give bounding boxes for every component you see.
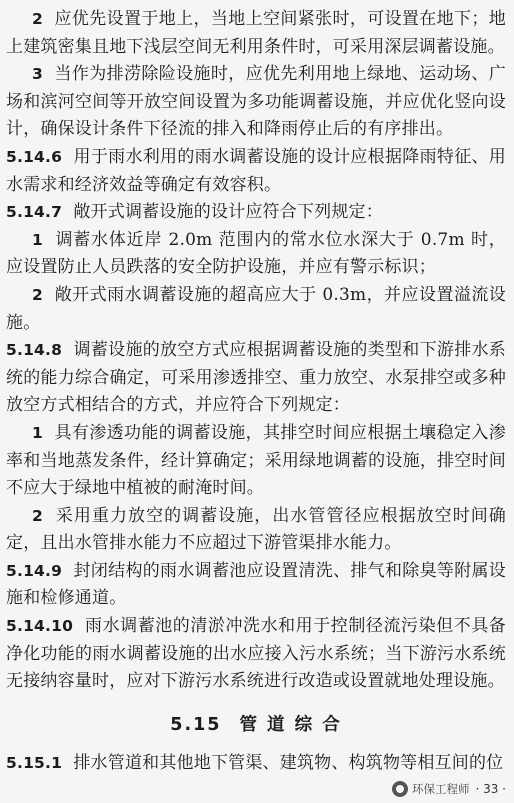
clause-5-14-5-item-3 — [6, 61, 506, 144]
clause-5-14-7 — [6, 199, 506, 227]
item-number: 1 — [32, 230, 43, 249]
document-page — [6, 6, 506, 777]
clause-text: 封闭结构的雨水调蓄池应设置清洗、排气和除臭等附属设施和检修通道。 — [6, 560, 506, 609]
clause-5-14-5-item-2 — [6, 6, 506, 61]
clause-5-14-7-item-2 — [6, 282, 506, 337]
clause-number: 5.14.9 — [6, 561, 63, 580]
clause-5-14-8 — [6, 337, 506, 420]
clause-5-15-1 — [6, 750, 506, 778]
clause-text: 当作为排涝除险设施时，应优先利用地上绿地、运动场、广场和滨河空间等开放空间设置为多功能调蓄设施，并应优化竖向设计，确保设计条件下径流的排入和降雨停止后的有序排出。 — [6, 64, 506, 140]
clause-text: 排水管道和其他地下管渠、建筑物、构筑物等相互间的位 — [73, 752, 504, 773]
page-footer — [392, 781, 506, 797]
clause-text: 用于雨水利用的雨水调蓄设施的设计应根据降雨特征、用水需求和经济效益等确定有效容积。 — [6, 146, 506, 195]
clause-5-14-7-item-1 — [6, 227, 506, 282]
clause-number: 5.14.7 — [6, 203, 63, 222]
clause-5-14-8-item-1 — [6, 420, 506, 503]
section-heading — [6, 712, 506, 738]
clause-5-14-6 — [6, 144, 506, 199]
clause-text: 采用重力放空的调蓄设施，出水管管径应根据放空时间确定，且出水管排水能力不应超过下游管渠排水能力。 — [6, 505, 506, 554]
section-title-text: 管 道 综 合 — [239, 714, 342, 735]
clause-number: 5.14.10 — [6, 617, 74, 636]
clause-number: 5.14.8 — [6, 341, 63, 360]
watermark — [392, 781, 470, 797]
clause-text: 敞开式调蓄设施的设计应符合下列规定： — [73, 202, 383, 223]
clause-text: 调蓄设施的放空方式应根据调蓄设施的类型和下游排水系统的能力综合确定，可采用渗透排空、重力放空、水泵排空或多种放空方式相结合的方式，并应符合下列规定： — [6, 340, 506, 416]
clause-text: 具有渗透功能的调蓄设施，其排空时间应根据土壤稳定入渗率和当地蒸发条件，经计算确定；采用绿地调蓄的设施，排空时间不应大于绿地中植被的耐淹时间。 — [6, 422, 506, 499]
watermark-text: 环保工程师 — [411, 782, 470, 796]
clause-number: 5.14.6 — [6, 147, 63, 166]
item-number: 2 — [32, 10, 43, 28]
clause-text: 应优先设置于地上，当地上空间紧张时，可设置在地下；地上建筑密集且地下浅层空间无利用条件时，可采用深层调蓄设施。 — [6, 9, 506, 57]
item-number: 1 — [32, 423, 43, 442]
section-number: 5.15 — [170, 714, 222, 735]
page-number: · 33 · — [475, 782, 506, 796]
item-number: 3 — [32, 65, 43, 84]
clause-5-14-9 — [6, 558, 506, 613]
clause-5-14-10 — [6, 613, 506, 696]
clause-text: 雨水调蓄池的清淤冲洗水和用于控制径流污染但不具备净化功能的雨水调蓄设施的出水应接入污水系统；当下游污水系统无接纳容量时，应对下游污水系统进行改造或设置就地处理设施。 — [6, 616, 506, 692]
item-number: 2 — [32, 506, 43, 525]
wechat-logo-icon — [392, 781, 408, 797]
item-number: 2 — [32, 285, 43, 304]
clause-text: 敞开式雨水调蓄设施的超高应大于 0.3m，并应设置溢流设施。 — [6, 284, 506, 333]
clause-text: 调蓄水体近岸 2.0m 范围内的常水位水深大于 0.7m 时，应设置防止人员跌落的安全防护设施，并应有警示标识； — [6, 229, 506, 278]
clause-5-14-8-item-2 — [6, 503, 506, 558]
clause-number: 5.15.1 — [6, 753, 63, 772]
